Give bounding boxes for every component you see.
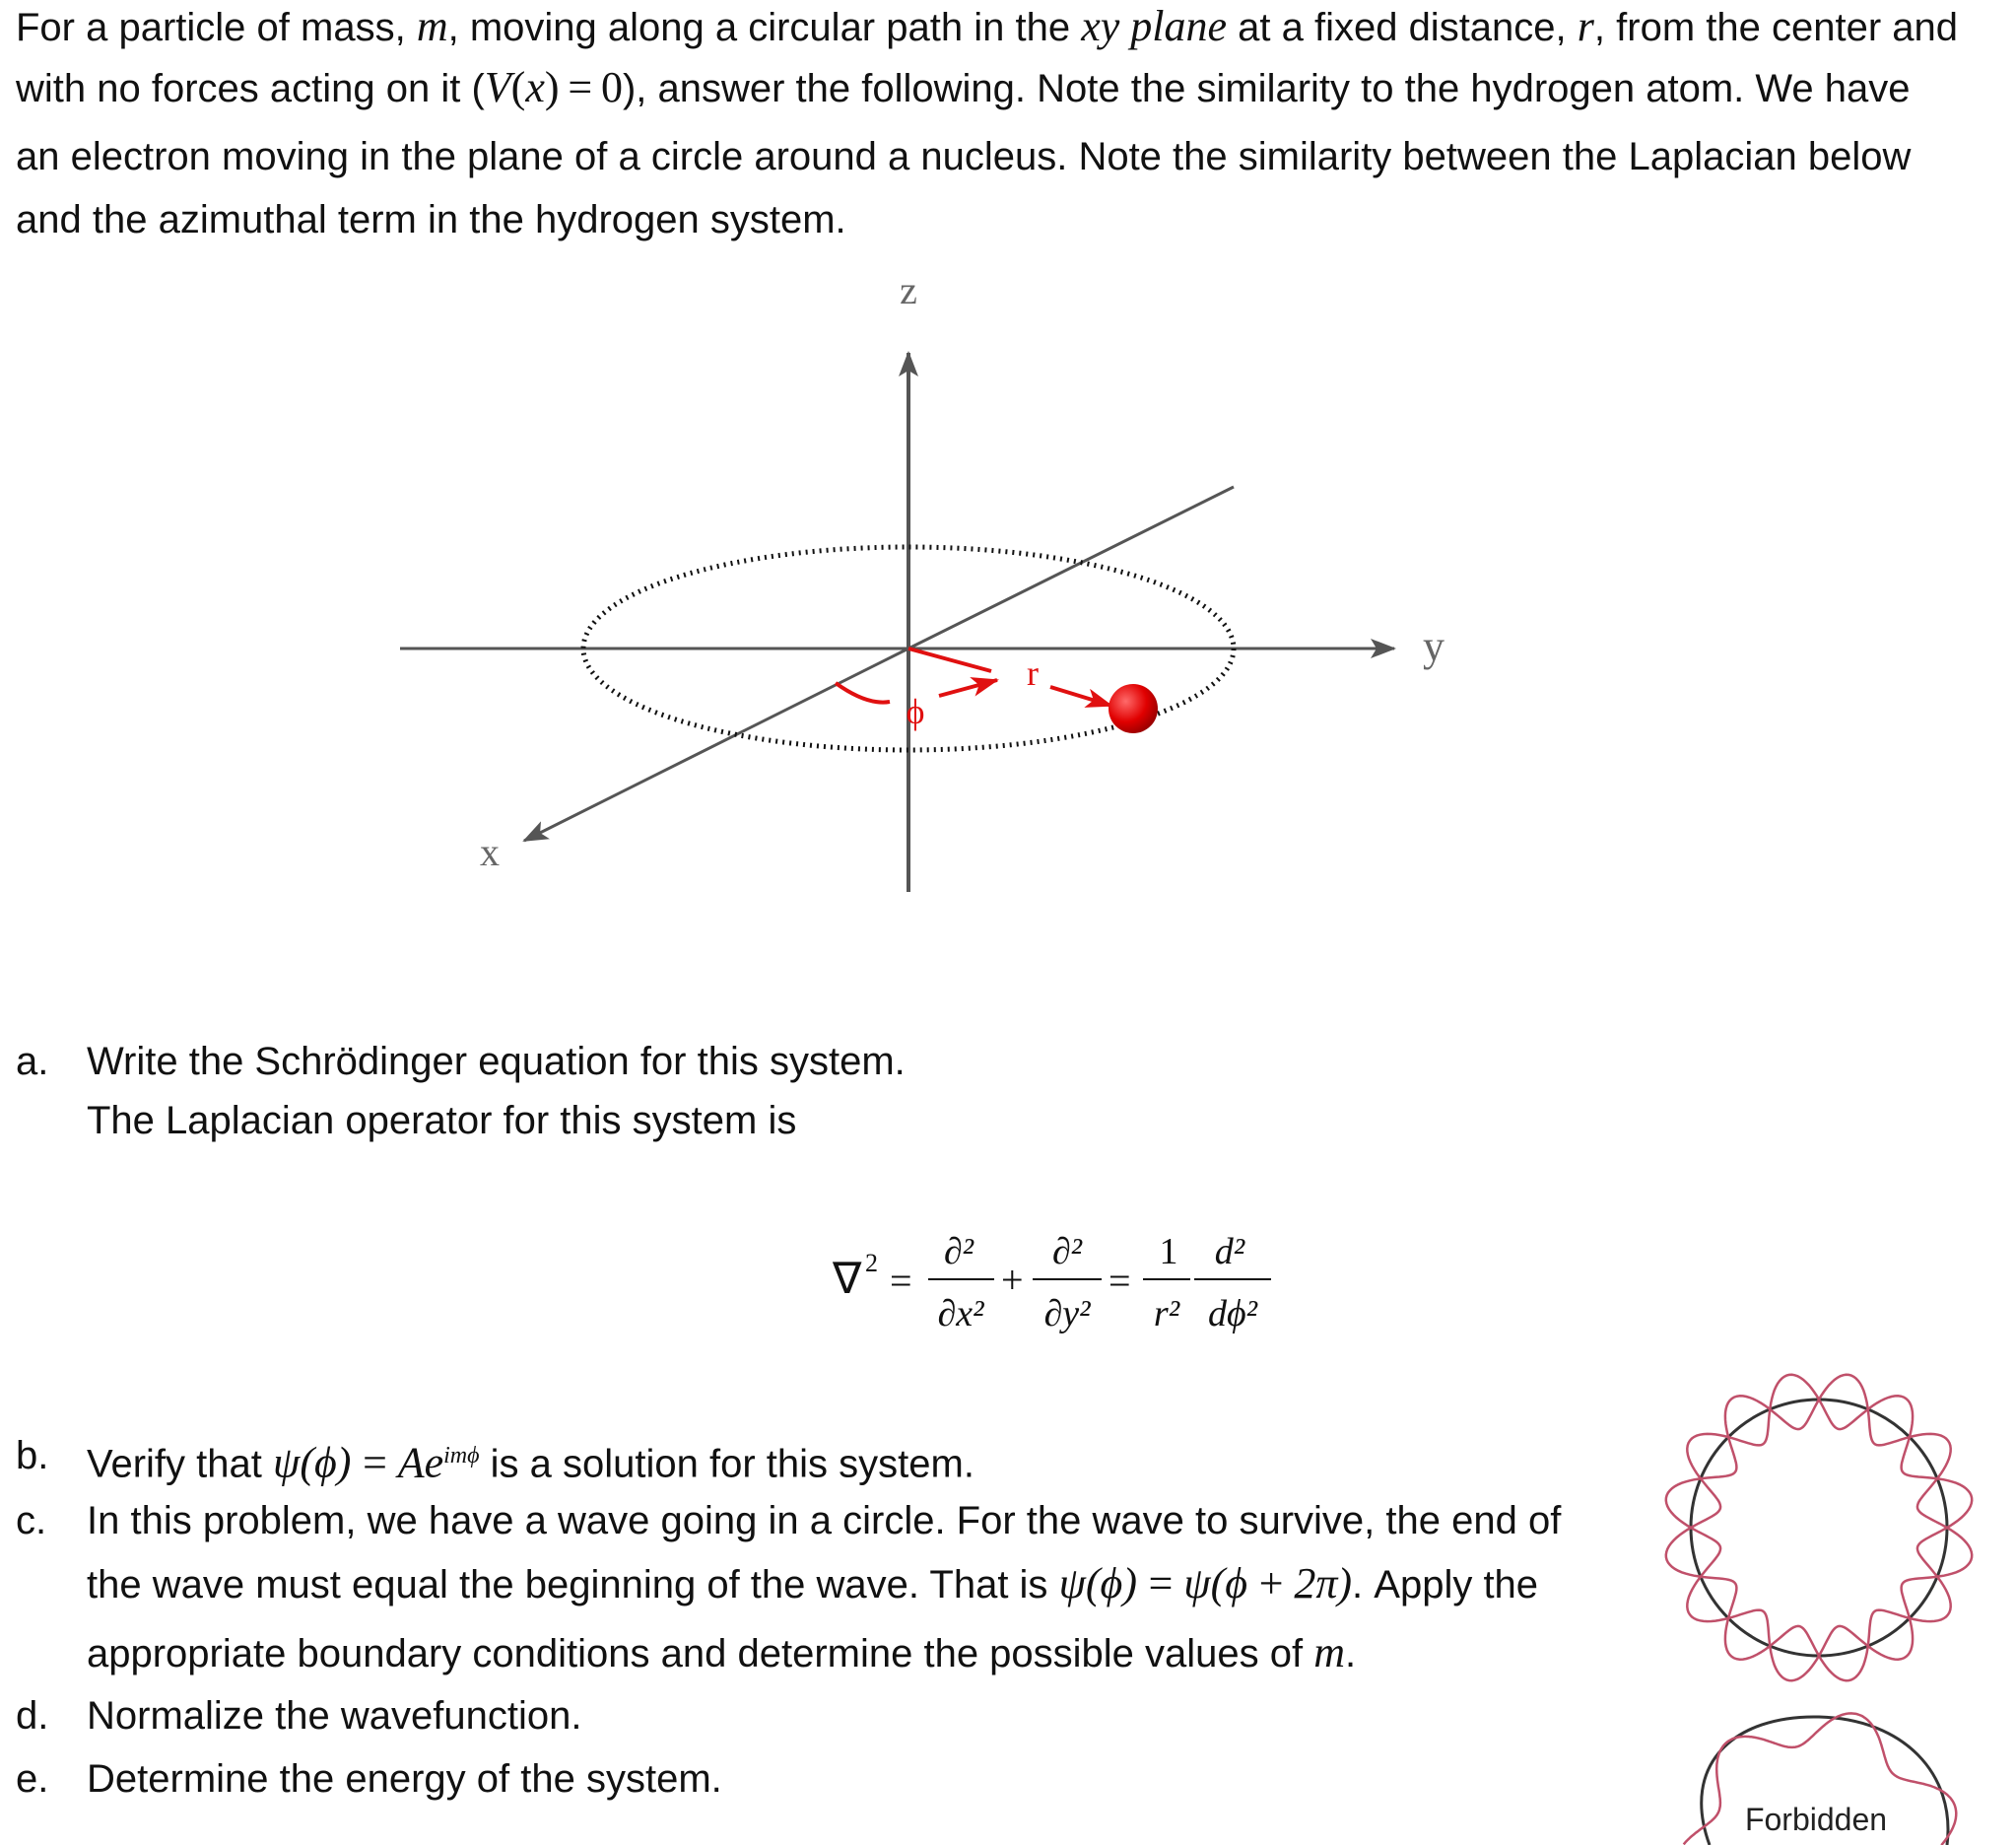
item-c-letter: c. [16,1499,47,1542]
var-m: m [1313,1628,1346,1676]
num-one: 1 [1159,1231,1178,1272]
item-c-line-2 [87,1559,1538,1609]
item-d-text: Normalize the wavefunction. [87,1694,582,1738]
den-dx2: ∂x² [937,1293,984,1334]
item-c-line-3 [87,1628,1356,1678]
item-a-text: Write the Schrödinger equation for this system. [87,1040,906,1083]
phi-label: ϕ [906,692,925,731]
item-d-letter: d. [16,1694,49,1738]
intro-line-3: an electron moving in the plane of a circle around a nucleus. Note the similarity between the Laplacian below [16,135,1912,178]
forbidden-label: Forbidden [1744,1802,1888,1837]
y-label: y [1423,622,1445,670]
item-e-text: Determine the energy of the system. [87,1757,722,1801]
den-dy2: ∂y² [1043,1293,1091,1334]
x-axis-upper [908,487,1234,649]
intro-text: with no forces acting on it ( [16,67,485,110]
item-a-sub: The Laplacian operator for this system is [87,1099,797,1142]
math-eq-zero: ) = 0 [544,63,623,111]
item-b-text [87,1431,974,1488]
item-b-letter: b. [16,1434,49,1477]
item-b-lead: Verify that [87,1442,262,1486]
item-c-text: . [1345,1632,1357,1675]
intro-text: For a particle of mass, [16,6,406,49]
phi-arc [836,683,890,703]
var-V: V [484,63,511,111]
radius-arrow [1050,687,1111,706]
particle-ball [1109,684,1158,733]
var-r: r [1577,2,1594,50]
x-axis [524,649,908,841]
num-d2-2: ∂² [1051,1231,1083,1272]
boundary-condition: ψ(ϕ) = ψ(ϕ + 2π) [1058,1559,1353,1607]
item-c-text: appropriate boundary conditions and determine the possible values of [87,1632,1304,1675]
radius-line [908,649,991,671]
var-xy-plane: xy plane [1081,2,1227,50]
intro-text: , moving along a circular path in the [447,6,1071,49]
intro-text: ), answer the following. Note the similarity to the hydrogen atom. We have [622,67,1911,110]
phi-arrow [939,680,997,696]
psi-exponent: imϕ [443,1443,480,1469]
item-c-text: . Apply the [1352,1563,1539,1606]
plus-sign: + [1001,1258,1024,1302]
item-c-line-1: In this problem, we have a wave going in a circle. For the wave to survive, the end of [87,1499,1562,1542]
intro-text: , from the center and [1593,6,1959,49]
den-r2: r² [1153,1293,1180,1334]
equals-1: = [890,1259,912,1303]
var-x: x [525,63,545,111]
nabla-square: 2 [865,1249,878,1277]
intro-line-4: and the azimuthal term in the hydrogen system. [16,198,846,241]
nabla: ∇ [833,1255,862,1303]
r-label: r [1027,653,1039,693]
equals-2: = [1109,1259,1131,1303]
item-a-letter: a. [16,1040,49,1083]
item-e-letter: e. [16,1757,49,1801]
x-label: x [480,830,500,874]
z-label: z [900,268,917,312]
den-dphi2: dϕ² [1207,1293,1258,1334]
intro-text: at a fixed distance, [1238,6,1567,49]
math-paren: ( [510,63,526,111]
var-m: m [416,2,448,50]
psi-expression: ψ(ϕ) = Ae [273,1438,444,1487]
item-b-tail: is a solution for this system. [490,1442,974,1486]
num-d2-3: d² [1214,1231,1245,1272]
item-c-text: the wave must equal the beginning of the wave. That is [87,1563,1048,1606]
num-d2-1: ∂² [943,1231,974,1272]
